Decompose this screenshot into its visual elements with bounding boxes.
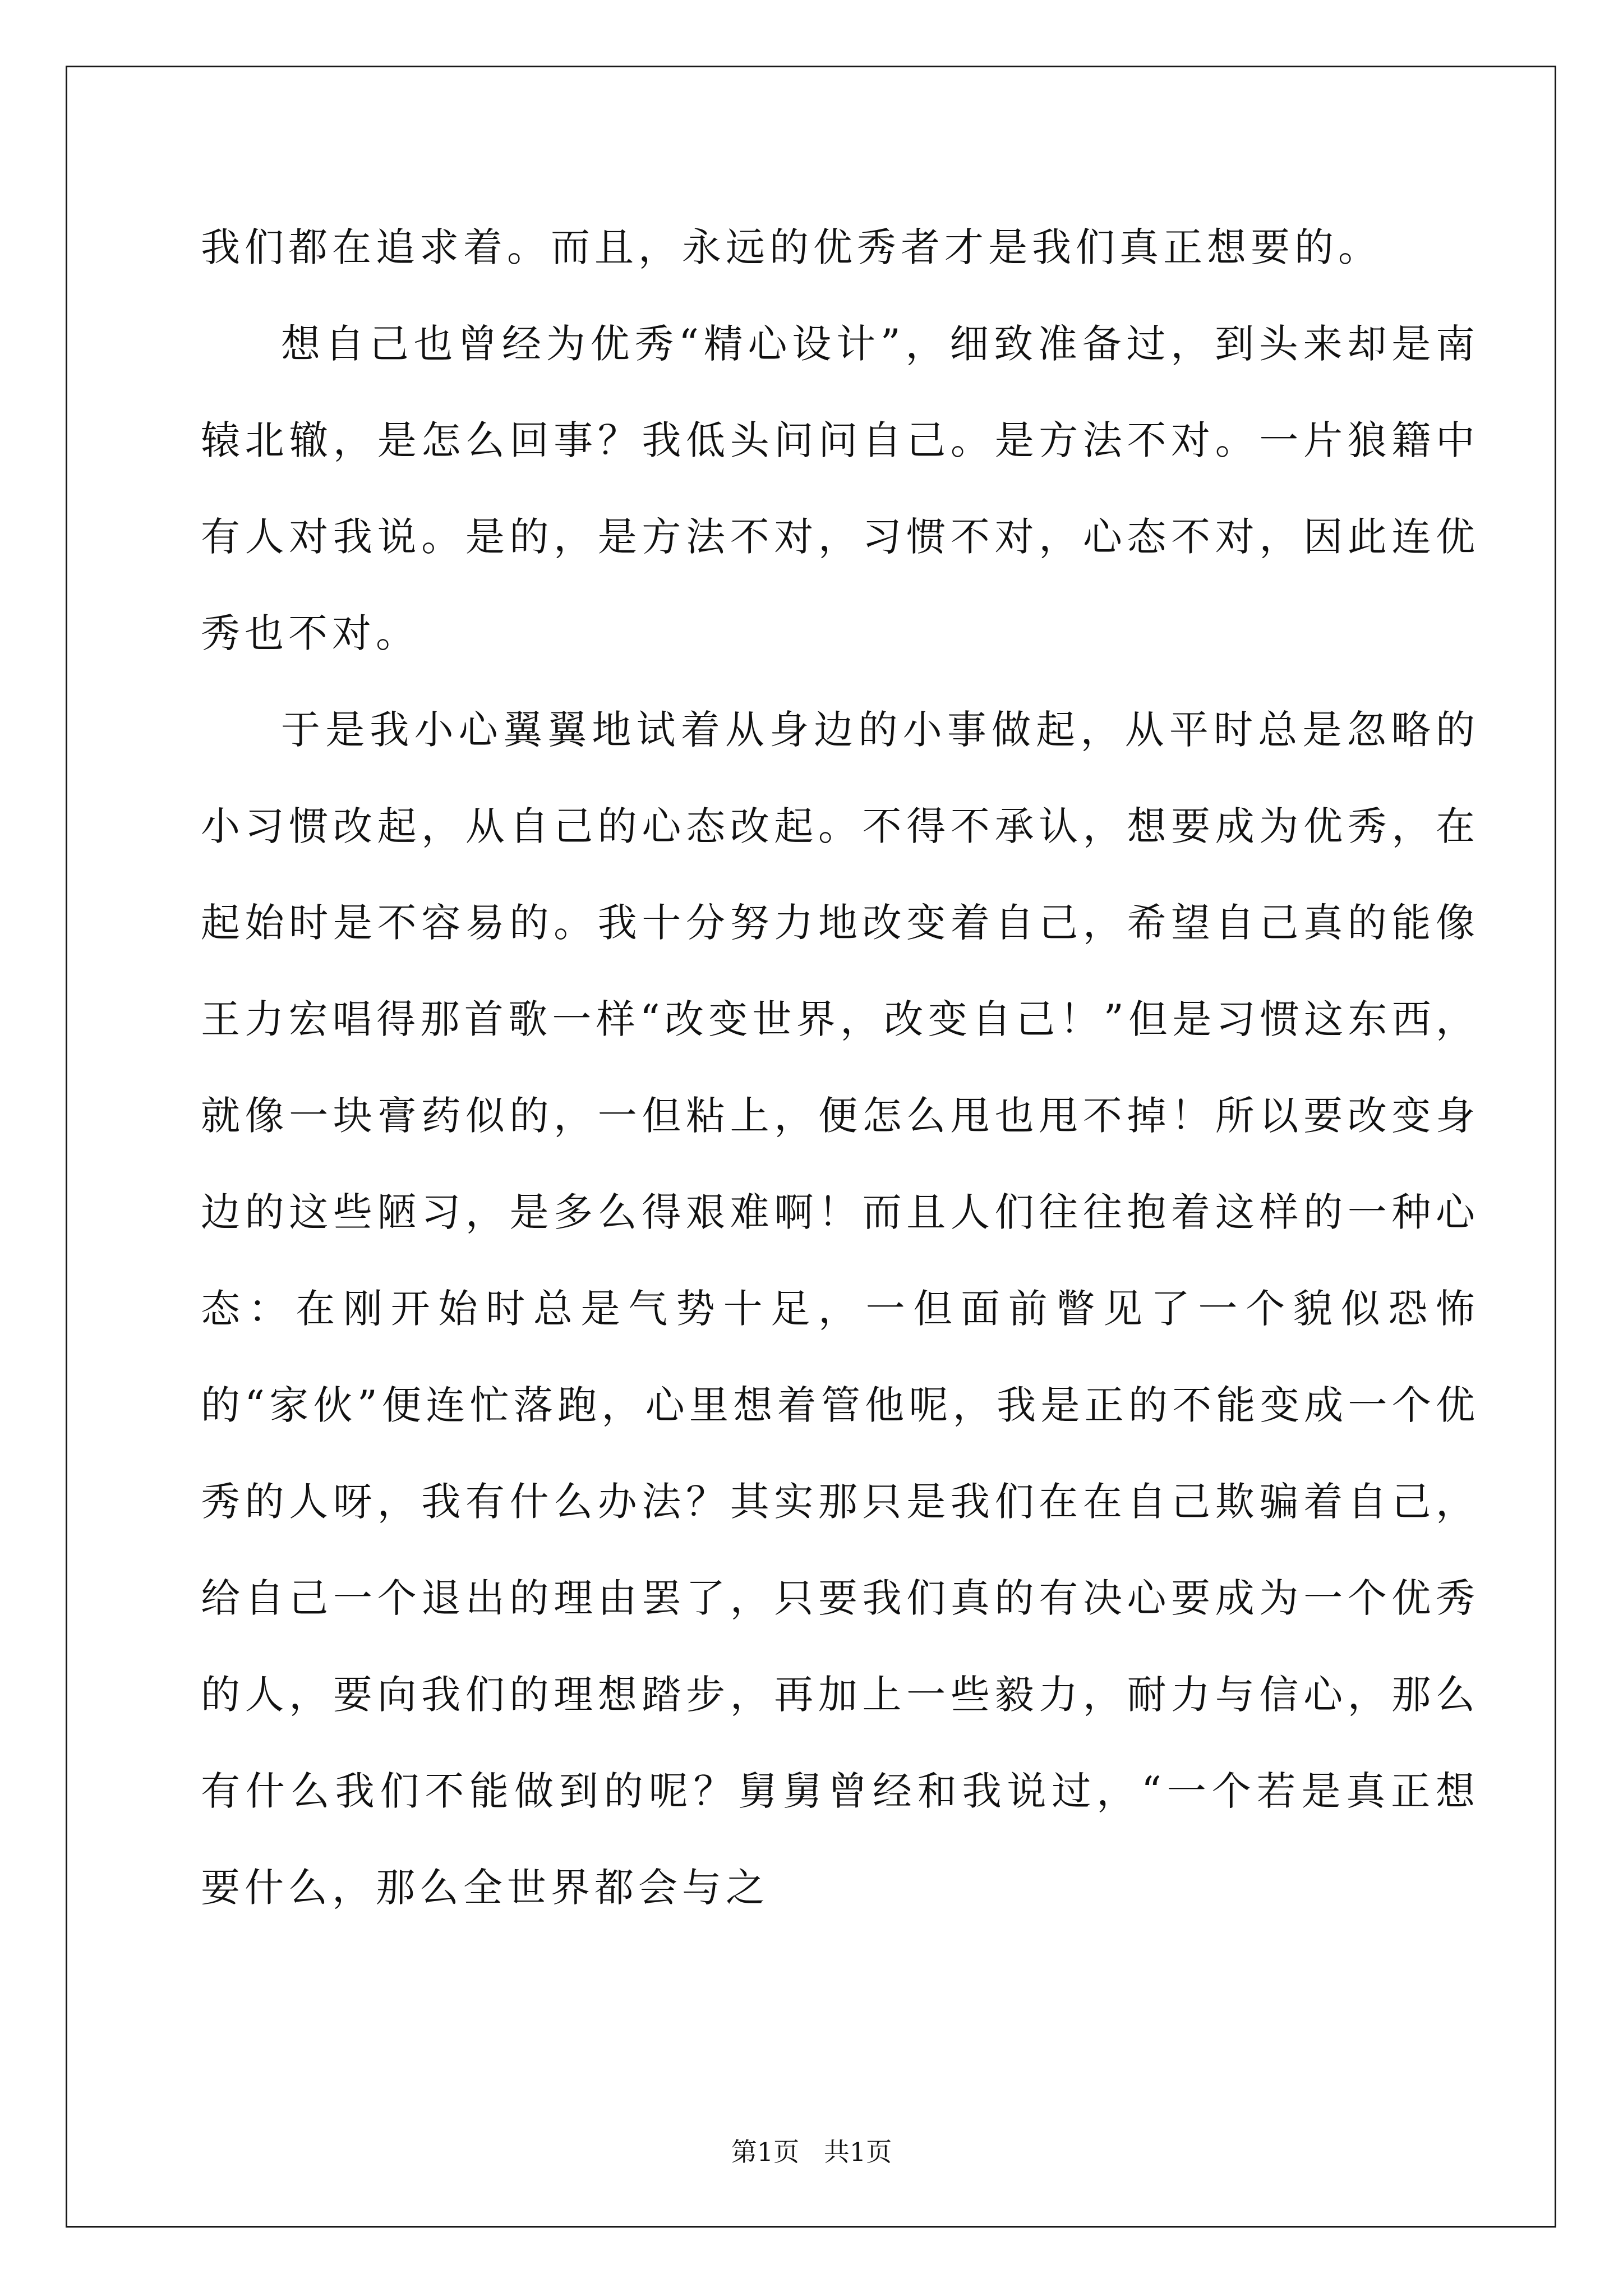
document-body: [201, 199, 1479, 1936]
paragraph-3: 于是我小心翼翼地试着从身边的小事做起，从平时总是忽略的小习惯改起，从自己的心态改起。不得不承认，想要成为优秀，在起始时是不容易的。我十分努力地改变着自己，希望自己真的能像王力宏唱得那首歌一样“改变世界，改变自己！”但是习惯这东西，就像一块膏药似的，一但粘上，便怎么甩也甩不掉！所以要改变身边的这些陋习，是多么得艰难啊！而且人们往往抱着这样的一种心态：在刚开始时总是气势十足，一但面前瞥见了一个貌似恐怖的“家伙”便连忙落跑，心里想着管他呢，我是正的不能变成一个优秀的人呀，我有什么办法？其实那只是我们在在自己欺骗着自己，给自己一个退出的理由罢了，只要我们真的有决心要成为一个优秀的人，要向我们的理想踏步，再加上一些毅力，耐力与信心，那么有什么我们不能做到的呢？舅舅曾经和我说过，“一个若是真正想要什么，那么全世界都会与之: [201, 707, 1479, 1911]
paragraph-1: 我们都在追求着。而且，永远的优秀者才是我们真正想要的。: [201, 224, 1382, 270]
page-footer: 第1页 共1页: [731, 2137, 892, 2167]
paragraph-2: 想自己也曾经为优秀“精心设计”，细致准备过，到头来却是南辕北辙，是怎么回事？我低头问问自己。是方法不对。一片狼籍中有人对我说。是的，是方法不对，习惯不对，心态不对，因此连优秀也不对。: [201, 321, 1479, 656]
